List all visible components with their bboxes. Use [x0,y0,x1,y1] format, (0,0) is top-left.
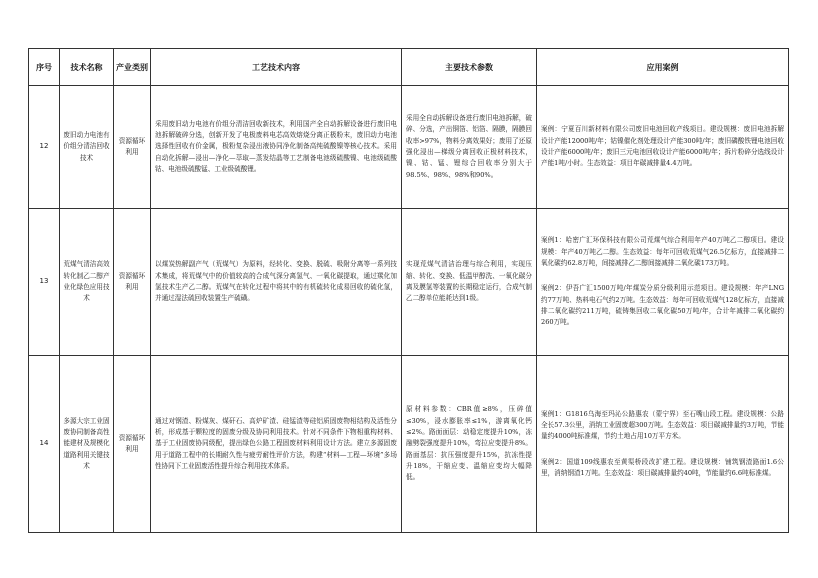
case-text: 案例：宁夏百川新材料有限公司废旧电池回收产线项目。建设规模：废旧电池拆解设计产能12000吨/年；钴镍催化剂处理设计产能300吨/年；废旧磷酸铁锂电池回收设计产能6000吨/年；废旧三元电池回收设计产能6000吨/年；拆片粉碎分选线设计产能1吨/小时。生态效益：项目年碳减排量4.4万吨。 [541,125,784,168]
table-row [29,209,789,356]
row-cases [537,209,789,356]
header-category: 产业类别 [114,49,151,86]
case-text: 案例2：国道109线惠农至黄渠桥段改扩建工程。建设规模：铺筑钢渣路面1.6公里，消纳钢渣1万吨。生态效益：项目碳减排量约40吨，节能量约6.6吨标准煤。 [541,457,784,477]
table-row [29,356,789,533]
row-num: 12 [29,86,60,209]
row-name: 荒煤气清洁高效转化制乙二醇产业化绿色应用技术 [60,209,114,356]
row-process: 通过对钢渣、粉煤灰、煤矸石、高炉矿渣、硅锰渣等硅铝质固废物相结构及活性分析，形成基于颗粒度的固废分级及协同利用技术。针对不同条件下物相重构材料、基于工业固废协同级配，提出绿色公路工程固废材料利用设计方法。建立多源固废用于道路工程中的长期耐久性与疲劳耐性评价方法，构建“材料—工程—环境”多场性协同下工业固废活性提升综合利用技术体系。 [151,356,402,533]
row-process: 以煤炭热解副产气（荒煤气）为原料，经转化、变换、脱硫、吸附分离等一系列技术集成，将荒煤气中的价值较高的合成气深分离氢气、一氧化碳提取，通过羰化加氢技术生产乙二醇。荒煤气在转化过程中将其中的有机硫转化成易回收的硫化氢，并通过湿法硫回收装置生产硫磺。 [151,209,402,356]
case-text: 案例1：G1816乌海至玛沁公路惠农（蒙宁界）至石嘴山段工程。建设规模：公路全长57.3公里，消纳工业固废超300万吨。生态效益：项目碳减排量约3万吨，节能量约4000吨标准煤，节约土地占用10万平方米。 [541,409,784,441]
row-num: 13 [29,209,60,356]
row-params: 实现荒煤气清洁治理与综合利用，实现压缩、转化、变换、低温甲醇洗、一氧化碳分离及膜氢等装置的长期稳定运行，合成气制乙二醇单位能耗达到1级。 [402,209,537,356]
header-params: 主要技术参数 [402,49,537,86]
row-params: 采用全自动拆解设备进行废旧电池拆解，破碎、分选，产出铜箔、铝箔、隔膜，隔膜回收率>97%，物料分离效果好；废用了还原强化浸出—梯级分离回收正极材料技术，镍、钴、锰、锂综合回收率分别大于98.5%、98%、98%和90%。 [402,86,537,209]
header-cases: 应用案例 [537,49,789,86]
row-num: 14 [29,356,60,533]
case-text: 案例2：伊吾广汇1500万吨/年煤炭分质分级利用示范项目。建设规模：年产LNG约77万吨、热料电石气约2万吨。生态效益：每年可回收荒煤气128亿标方，直接减排二氧化碳约211万吨，硫铸集回收二氧化碳50万吨/年，合计年减排二氧化碳约260万吨。 [541,284,784,327]
row-name: 废旧动力电池有价组分清洁回收技术 [60,86,114,209]
technology-table [28,48,789,533]
table-header-row [29,49,789,86]
header-name: 技术名称 [60,49,114,86]
row-cases [537,86,789,209]
header-num: 序号 [29,49,60,86]
table-row [29,86,789,209]
row-params: 原材料参数：CBR值≥8%，压碎值≤30%，浸水膨胀率≤1%，游离氧化钙≤2%。路面面层：动稳定度提升10%，冻融劈裂强度提升10%，弯拉应变提升8%。路面基层：抗压强度提升15%，抗冻性提升18%，干缩应变、温缩应变均大幅降低。 [402,356,537,533]
row-process: 采用废旧动力电池有价组分清洁回收新技术，利用国产全自动拆解设备进行废旧电池拆解破碎分选，创新开发了电极废料电芯高效熔烧分离正极粉末，废旧动力电池选择性回收有价金属，极粉复杂浸出液协同净化制备高纯硫酸镍等核心技术。采用自动化拆解—浸出—净化—萃取—蒸发结晶等工艺制备电池级硫酸镍、电池级硫酸钴、电池级硫酸锰、工业级硫酸锂。 [151,86,402,209]
row-category: 资源循环利用 [114,209,151,356]
row-category: 资源循环利用 [114,86,151,209]
row-cases [537,356,789,533]
header-process: 工艺技术内容 [151,49,402,86]
case-text: 案例1：哈密广汇环保科技有限公司荒煤气综合利用年产40万吨乙二醇项目。建设规模：年产40万吨乙二醇。生态效益：每年可回收荒煤气26.5亿标方，直接减排二氧化碳约62.8万吨，间接减排乙二醇间接减排二氧化碳173万吨。 [541,236,784,268]
row-name: 多源大宗工业固废协同制备高性能建材及规模化道路利用关键技术 [60,356,114,533]
row-category: 资源循环利用 [114,356,151,533]
